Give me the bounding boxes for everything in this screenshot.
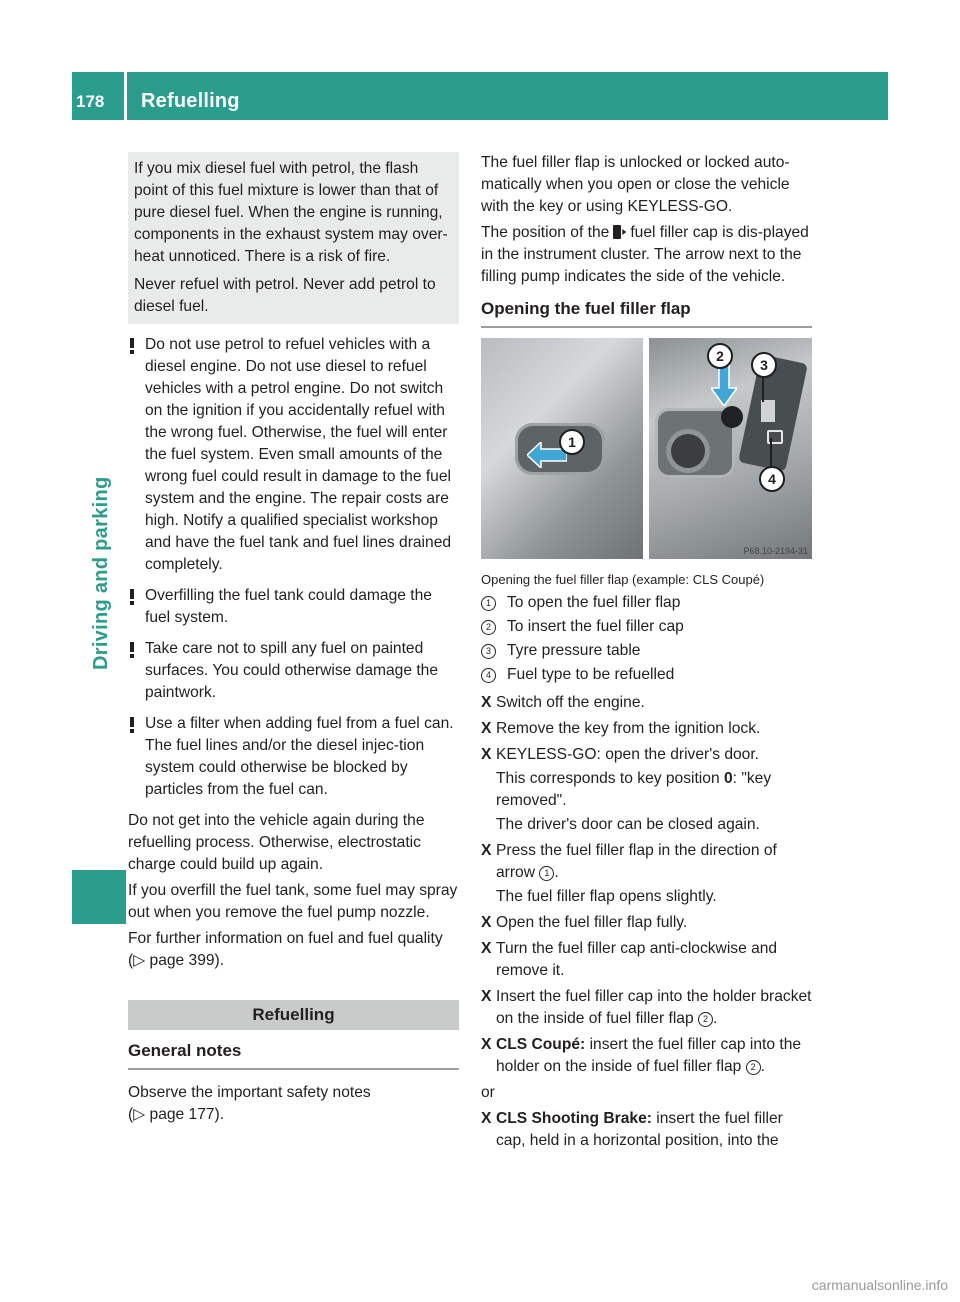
exclamation-icon (128, 585, 138, 605)
body-text: The position of the (481, 224, 610, 241)
step-text: KEYLESS-GO: open the driver's door. (496, 746, 760, 763)
step-item (481, 692, 812, 714)
step-bullet-icon: X (481, 1110, 492, 1127)
legend-item (481, 616, 812, 638)
right-column (481, 152, 812, 1156)
step-result: The fuel filler flap opens slightly. (496, 888, 717, 905)
callout-4-leader (770, 438, 772, 466)
step-text: insert the fuel filler cap into the holder on the inside of fuel filler flap (496, 1036, 802, 1075)
step-result (496, 768, 812, 812)
note-item (128, 713, 459, 801)
figure-panel-closed-flap (481, 338, 643, 559)
page-title: Refuelling (141, 90, 240, 112)
warning-text: Never refuel with petrol. Never add petrol to diesel fuel. (134, 276, 436, 315)
step-text: Insert the fuel filler cap into the holder bracket on the inside of fuel filler flap (496, 988, 812, 1027)
step-bullet-icon: X (481, 842, 492, 859)
subsection-title: Opening the fuel filler flap (481, 298, 812, 328)
step-text: Remove the key from the ignition lock. (496, 720, 761, 737)
exclamation-icon (128, 713, 138, 733)
callout-3: 3 (751, 352, 777, 378)
legend-number: 3 (481, 644, 496, 659)
step-bullet-icon: X (481, 940, 492, 957)
body-paragraph (481, 222, 812, 288)
body-text: fuel filler cap is dis-played in the instrument cluster. The arrow next to the filling pump indicates the side of the vehicle. (481, 224, 809, 285)
legend-number: 1 (481, 596, 496, 611)
tyre-pressure-table (761, 400, 775, 422)
callout-ref: 2 (698, 1012, 713, 1027)
step-item (481, 840, 812, 908)
page-number: 178 (76, 92, 105, 111)
step-bullet-icon: X (481, 1036, 492, 1053)
or-text: or (481, 1084, 495, 1101)
fuel-filler-cap (721, 406, 743, 428)
chapter-tab-label: Driving and parking (90, 476, 112, 670)
step-item (481, 1034, 812, 1078)
body-paragraph: The fuel filler flap is unlocked or locked auto-matically when you open or close the vehicle with the key or using KEYLESS-GO. (481, 154, 790, 215)
note-text: Use a filter when adding fuel from a fuel can. The fuel lines and/or the diesel injec-tion system could otherwise be blocked by particles from the fuel can. (145, 715, 454, 798)
legend-item (481, 664, 812, 686)
figure-panel-open-flap (649, 338, 812, 559)
legend-text: Tyre pressure table (507, 642, 641, 659)
body-text: For further information on fuel and fuel quality (128, 930, 443, 947)
exclamation-icon (128, 334, 138, 354)
body-paragraph (128, 928, 459, 972)
step-bullet-icon: X (481, 694, 492, 711)
model-name: CLS Coupé: (496, 1036, 586, 1053)
note-item (128, 334, 459, 576)
chapter-tab-marker (72, 870, 126, 924)
figure-caption: Opening the fuel filler flap (example: CLS Coupé) (481, 572, 765, 587)
step-item (481, 938, 812, 982)
legend-text: To open the fuel filler flap (507, 594, 681, 611)
body-paragraph: Do not get into the vehicle again during the refuelling process. Otherwise, electrostatic charge could build up again. (128, 812, 425, 873)
step-text: . (712, 1010, 718, 1027)
model-name: CLS Shooting Brake: (496, 1110, 652, 1127)
step-result-text: This corresponds to key position (496, 770, 720, 787)
fuel-flap-figure (481, 338, 812, 562)
legend-text: To insert the fuel filler cap (507, 618, 684, 635)
step-text: Turn the fuel filler cap anti-clockwise and remove it. (496, 940, 778, 979)
left-column (128, 152, 459, 1130)
note-text: Take care not to spill any fuel on painted surfaces. You could otherwise damage the paintwork. (145, 640, 439, 701)
legend-item (481, 640, 812, 662)
callout-2: 2 (707, 343, 733, 369)
callout-ref: 2 (746, 1060, 761, 1075)
note-item (128, 638, 459, 704)
step-item (481, 718, 812, 740)
subsection-title: General notes (128, 1040, 459, 1070)
step-item (481, 1108, 812, 1152)
step-item (481, 912, 812, 934)
step-text: . (554, 864, 559, 881)
figure-code: P68.10-2194-31 (743, 546, 808, 556)
key-position: 0 (723, 770, 733, 787)
body-paragraph: If you overfill the fuel tank, some fuel may spray out when you remove the fuel pump nozzle. (128, 882, 458, 921)
step-text: Press the fuel filler flap in the direction of arrow (496, 842, 777, 881)
legend-item (481, 592, 812, 614)
callout-1: 1 (559, 429, 585, 455)
step-bullet-icon: X (481, 914, 492, 931)
step-result: The driver's door can be closed again. (496, 816, 760, 833)
body-paragraph (128, 1082, 459, 1126)
step-text: insert the fuel filler cap, held in a horizontal position, into the (496, 1110, 783, 1149)
filler-neck (671, 434, 705, 468)
step-bullet-icon: X (481, 720, 492, 737)
step-item (481, 986, 812, 1030)
note-text: Do not use petrol to refuel vehicles with a diesel engine. Do not use diesel to refuel vehicles with a petrol engine. Do not switch on the ignition if you accidentally refuel with the wrong fuel. Otherwise, the fuel will enter the fuel system. Even small amounts of the wrong fuel could result in damage to the fuel system and the engine. The repair costs are high. Notify a qualified specialist workshop and have the fuel tank and fuel lines drained completely. (145, 336, 452, 573)
body-text: Observe the important safety notes (128, 1084, 371, 1101)
callout-4: 4 (759, 466, 785, 492)
callout-ref: 1 (539, 866, 554, 881)
header-divider (124, 72, 127, 120)
step-text: Open the fuel filler flap fully. (496, 914, 688, 931)
step-text: . (760, 1058, 766, 1075)
exclamation-icon (128, 638, 138, 658)
section-title: Refuelling (128, 1000, 459, 1030)
note-text: Overfilling the fuel tank could damage the fuel system. (145, 587, 432, 626)
callout-3-leader (762, 378, 764, 402)
watermark: carmanualsonline.info (811, 1277, 948, 1293)
warning-box (128, 152, 459, 324)
legend-number: 4 (481, 668, 496, 683)
step-bullet-icon: X (481, 746, 492, 763)
page-reference-link[interactable]: (▷ page 399). (128, 952, 225, 969)
step-item (481, 744, 812, 836)
warning-text: If you mix diesel fuel with petrol, the flash point of this fuel mixture is lower than that of pure diesel fuel. When the engine is running, components in the exhaust system may over-heat unnoticed. There is a risk of fire. (134, 160, 448, 265)
fuel-pump-icon (613, 224, 626, 240)
step-bullet-icon: X (481, 988, 492, 1005)
note-item (128, 585, 459, 629)
page-reference-link[interactable]: (▷ page 177). (128, 1106, 225, 1123)
step-text: Switch off the engine. (496, 694, 645, 711)
legend-text: Fuel type to be refuelled (507, 666, 675, 683)
legend-number: 2 (481, 620, 496, 635)
step-result-text: : "key removed". (496, 770, 772, 809)
